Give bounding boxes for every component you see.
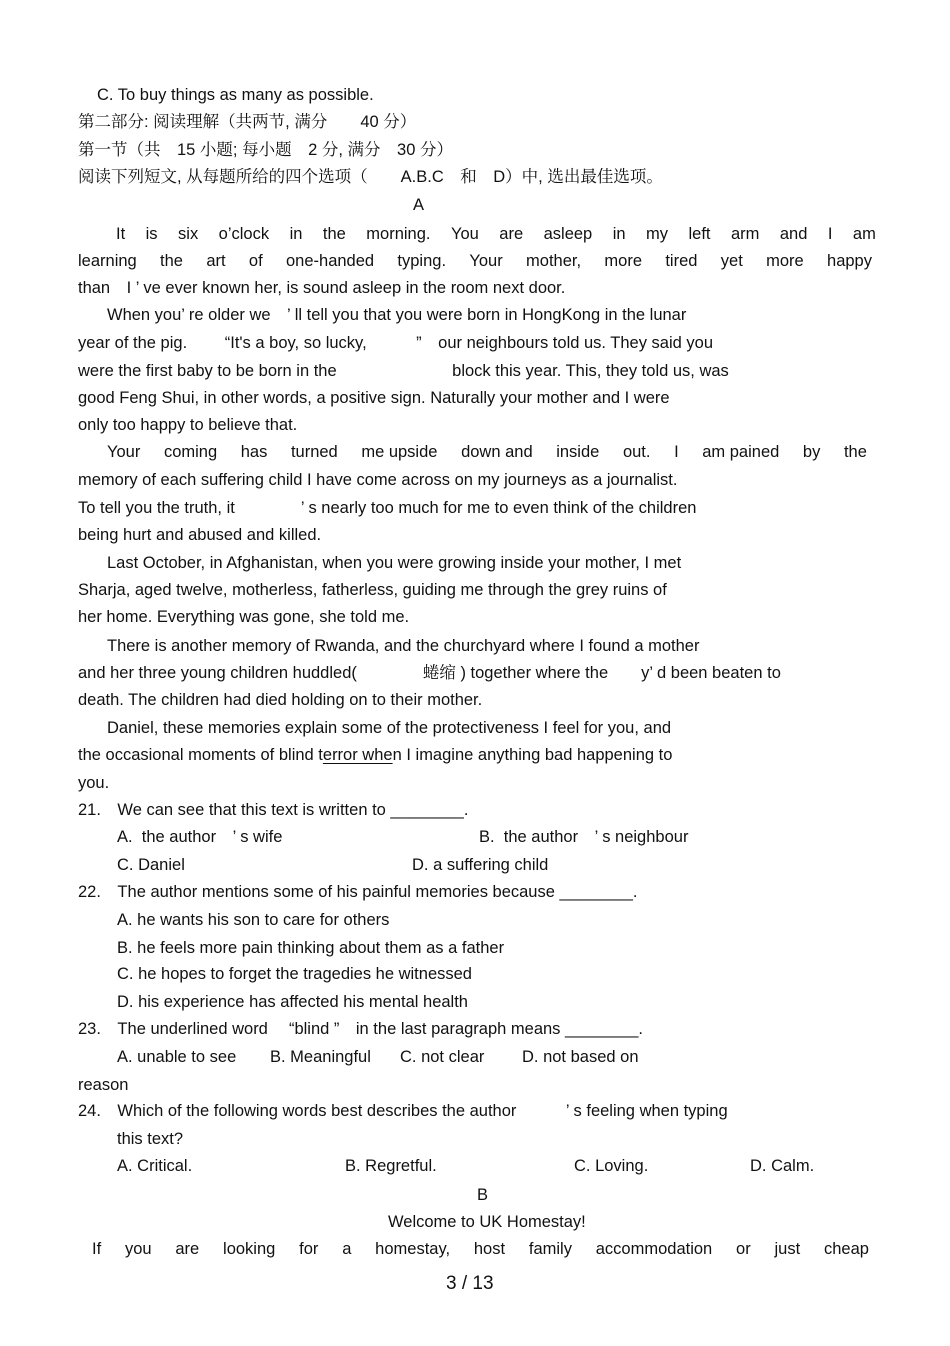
question-23-option-c: C. not clear bbox=[400, 1048, 485, 1066]
word: If bbox=[92, 1240, 102, 1258]
passage-a-p6-line-2 bbox=[78, 747, 672, 764]
word: in bbox=[289, 225, 303, 243]
word: you bbox=[124, 1240, 152, 1258]
passage-a-label: A bbox=[413, 196, 425, 214]
passage-a-p4-line-2: Sharja, aged twelve, motherless, fatherless, guiding me through the grey ruins of bbox=[78, 581, 667, 599]
passage-a-p2-line-2: year of the pig. “It's a boy, so lucky, ” our neighbours told us. They said you bbox=[78, 334, 714, 352]
question-22-option-a: A. he wants his son to care for others bbox=[117, 911, 390, 929]
passage-a-line-1 bbox=[116, 226, 876, 243]
word: accommodation bbox=[595, 1240, 713, 1258]
word: You bbox=[450, 225, 479, 243]
question-21-option-a: A. the author ’ s wife bbox=[117, 828, 283, 846]
question-21-option-c: C. Daniel bbox=[117, 856, 185, 874]
word: turned bbox=[290, 443, 338, 461]
passage-a-p6-line-3: you. bbox=[78, 774, 110, 792]
previous-question-option-c: C. To buy things as many as possible. bbox=[97, 86, 374, 104]
word: inside bbox=[556, 443, 600, 461]
word: asleep bbox=[543, 225, 593, 243]
question-24-option-c: C. Loving. bbox=[574, 1157, 649, 1175]
question-22-stem: 22. The author mentions some of his painful memories because ________. bbox=[78, 883, 638, 901]
passage-a-line-3: than I ’ ve ever known her, is sound asleep in the room next door. bbox=[78, 279, 566, 297]
word: yet bbox=[720, 252, 743, 270]
question-22-option-b: B. he feels more pain thinking about them as a father bbox=[117, 939, 505, 957]
word: family bbox=[528, 1240, 572, 1258]
passage-a-p2-line-3: were the first baby to be born in the block this year. This, they told us, was bbox=[78, 362, 729, 380]
word: are bbox=[175, 1240, 200, 1258]
passage-a-p3-line-2: memory of each suffering child I have come across on my journeys as a journalist. bbox=[78, 471, 678, 489]
passage-b-label: B bbox=[477, 1186, 489, 1204]
word: host bbox=[473, 1240, 506, 1258]
word: out. bbox=[622, 443, 651, 461]
passage-a-p5-line-3: death. The children had died holding on to their mother. bbox=[78, 691, 483, 709]
question-24-option-d: D. Calm. bbox=[750, 1157, 815, 1175]
passage-a-p4-line-1: Last October, in Afghanistan, when you were growing inside your mother, I met bbox=[107, 554, 682, 572]
reading-instructions: 阅读下列短文, 从每题所给的四个选项（ A.B.C 和 D）中, 选出最佳选项。 bbox=[78, 168, 663, 186]
word: Your bbox=[469, 252, 503, 270]
word: are bbox=[499, 225, 524, 243]
word: homestay, bbox=[375, 1240, 451, 1258]
word: has bbox=[240, 443, 268, 461]
passage-a-p3-line-3: To tell you the truth, it ’ s nearly too much for me to even think of the children bbox=[78, 499, 697, 517]
word: me upside bbox=[361, 443, 438, 461]
question-23-option-d: D. not based on bbox=[522, 1048, 639, 1066]
word: my bbox=[646, 225, 669, 243]
word: mother, bbox=[526, 252, 582, 270]
word: morning. bbox=[366, 225, 431, 243]
passage-a-line-2 bbox=[78, 253, 872, 270]
question-21-option-d: D. a suffering child bbox=[412, 856, 549, 874]
word: cheap bbox=[823, 1240, 869, 1258]
word: arm bbox=[730, 225, 760, 243]
passage-a-p5-line-2: and her three young children huddled( 蜷缩 ) together where the y’ d been beaten to bbox=[78, 664, 781, 682]
word: for bbox=[299, 1240, 319, 1258]
word: tired bbox=[665, 252, 698, 270]
passage-a-p2-line-1: When you’ re older we ’ ll tell you that you were born in HongKong in the lunar bbox=[107, 306, 687, 324]
word: down and bbox=[461, 443, 533, 461]
passage-b-line-1 bbox=[92, 1241, 869, 1258]
word: just bbox=[774, 1240, 801, 1258]
passage-a-p6-line-1: Daniel, these memories explain some of the protectiveness I feel for you, and bbox=[107, 719, 672, 737]
word: looking bbox=[223, 1240, 276, 1258]
word: by bbox=[802, 443, 821, 461]
underlined-word-blind-terror: error whe bbox=[322, 746, 393, 764]
question-24-stem-continued: this text? bbox=[117, 1130, 184, 1148]
question-24-option-b: B. Regretful. bbox=[345, 1157, 437, 1175]
section-one-header: 第一节（共 15 小题; 每小题 2 分, 满分 30 分） bbox=[78, 141, 453, 159]
question-24-stem: 24. Which of the following words best describes the author ’ s feeling when typing bbox=[78, 1102, 728, 1120]
passage-a-p4-line-3: her home. Everything was gone, she told me. bbox=[78, 608, 410, 626]
question-21-stem: 21. We can see that this text is written to ________. bbox=[78, 801, 469, 819]
passage-a-p3-line-1 bbox=[107, 444, 867, 461]
word: o’clock bbox=[218, 225, 270, 243]
passage-a-p3-line-4: being hurt and abused and killed. bbox=[78, 526, 322, 544]
word: six bbox=[178, 225, 199, 243]
word: I bbox=[827, 225, 833, 243]
word: of bbox=[248, 252, 263, 270]
word: the bbox=[843, 443, 867, 461]
passage-a-p2-line-5: only too happy to believe that. bbox=[78, 416, 298, 434]
question-22-option-c: C. he hopes to forget the tragedies he witnessed bbox=[117, 965, 472, 983]
word: coming bbox=[163, 443, 218, 461]
word: Your bbox=[107, 443, 141, 461]
word: more bbox=[766, 252, 804, 270]
question-23-option-a: A. unable to see bbox=[117, 1048, 237, 1066]
question-21-option-b: B. the author ’ s neighbour bbox=[479, 828, 689, 846]
word: a bbox=[342, 1240, 352, 1258]
word: am bbox=[852, 225, 876, 243]
question-24-option-a: A. Critical. bbox=[117, 1157, 193, 1175]
p6-line-2-after: n I imagine anything bad happening to bbox=[392, 746, 673, 764]
word: is bbox=[145, 225, 158, 243]
word: one-handed bbox=[286, 252, 375, 270]
word: typing. bbox=[397, 252, 447, 270]
question-22-option-d: D. his experience has affected his mental health bbox=[117, 993, 468, 1011]
question-23-option-d-continued: reason bbox=[78, 1076, 129, 1094]
word: the bbox=[322, 225, 346, 243]
question-23-stem: 23. The underlined word “blind ” in the last paragraph means ________. bbox=[78, 1020, 644, 1038]
word: I bbox=[674, 443, 679, 461]
word: learning bbox=[78, 252, 137, 270]
word: left bbox=[688, 225, 711, 243]
word: art bbox=[206, 252, 226, 270]
page-number: 3 / 13 bbox=[446, 1273, 494, 1294]
passage-a-p5-line-1: There is another memory of Rwanda, and the churchyard where I found a mother bbox=[107, 637, 700, 655]
word: the bbox=[160, 252, 183, 270]
passage-a-p2-line-4: good Feng Shui, in other words, a positive sign. Naturally your mother and I were bbox=[78, 389, 670, 407]
word: in bbox=[612, 225, 626, 243]
word: or bbox=[736, 1240, 751, 1258]
word: happy bbox=[827, 252, 872, 270]
question-23-option-b: B. Meaningful bbox=[270, 1048, 371, 1066]
word: It bbox=[116, 225, 126, 243]
word: am pained bbox=[702, 443, 780, 461]
word: and bbox=[779, 225, 808, 243]
passage-b-title: Welcome to UK Homestay! bbox=[388, 1213, 586, 1231]
word: more bbox=[604, 252, 642, 270]
p6-line-2-before: the occasional moments of blind t bbox=[78, 746, 323, 764]
part-two-header: 第二部分: 阅读理解（共两节, 满分 40 分） bbox=[78, 113, 417, 131]
